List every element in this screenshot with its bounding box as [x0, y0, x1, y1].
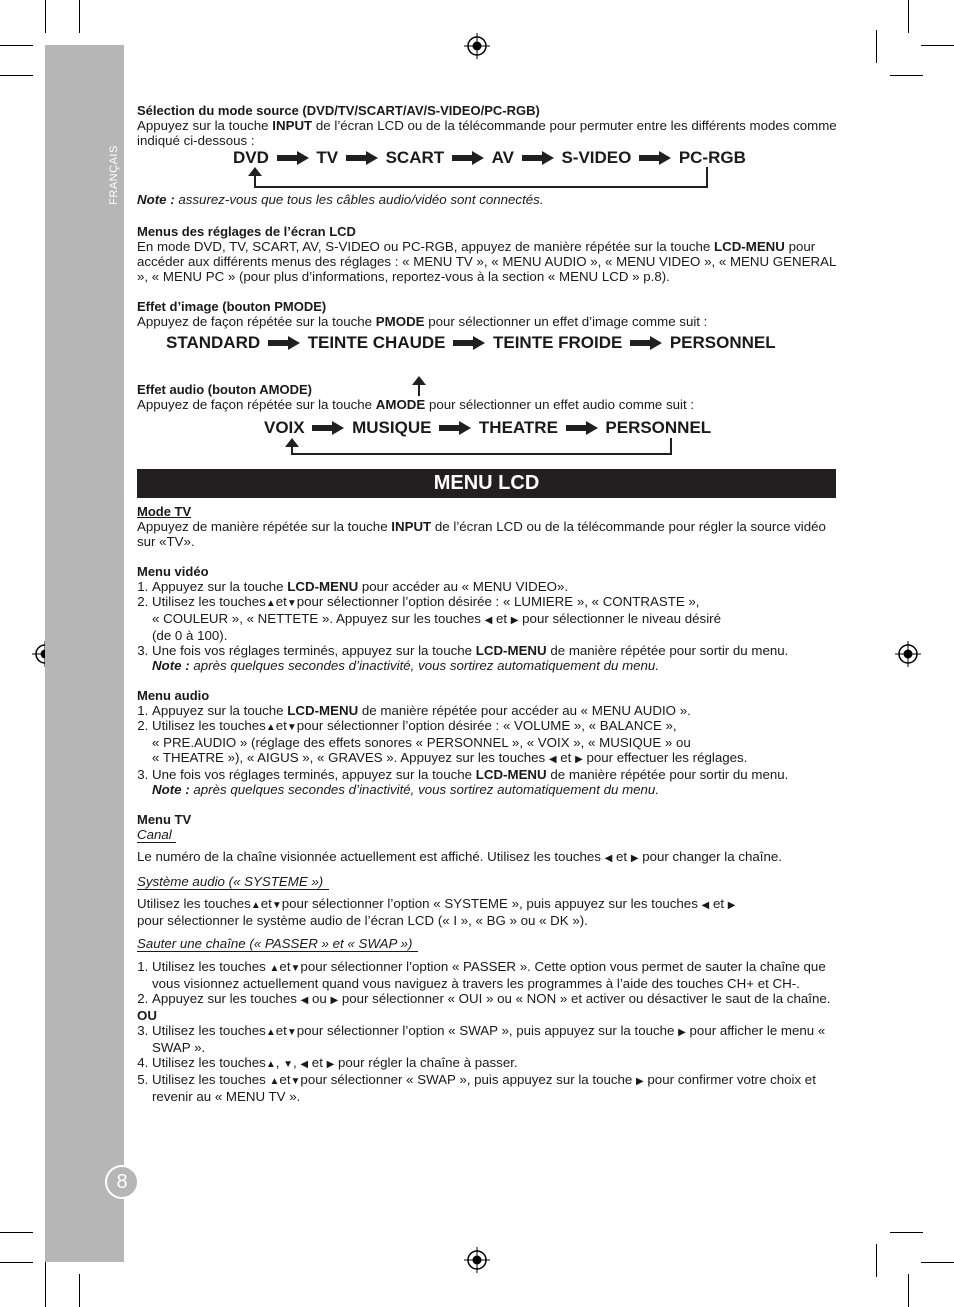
arrow-up-icon: ▲ — [269, 963, 280, 974]
list-item: 3. Une fois vos réglages terminés, appuyez sur la touche LCD-MENU de manière répétée pour sortir du menu. Note : après quelques secondes d’inactivité, vous sortirez automatiquement du menu. — [152, 643, 837, 673]
arrow-right-icon: ▶ — [630, 853, 639, 864]
amode-text: Appuyez de façon répétée sur la touche AMODE pour sélectionner un effet audio comme suit : — [137, 397, 695, 412]
arrow-left-icon: ◀ — [300, 1059, 309, 1070]
language-label: FRANÇAIS — [108, 145, 120, 205]
arrow-right-icon: ▶ — [636, 1076, 644, 1087]
arrow-right-icon — [452, 151, 484, 165]
registration-mark-icon — [464, 33, 490, 59]
pmode-text: Appuyez de façon répétée sur la touche PMODE pour sélectionner un effet d’image comme suit : — [137, 314, 708, 329]
sidebar-strip — [45, 45, 124, 1262]
list-item: 2. Appuyez sur les touches ◀ ou ▶ pour sélectionner « OUI » ou « NON » et activer ou désactiver le saut de la chaîne. — [152, 991, 837, 1008]
audio-list — [137, 703, 837, 797]
list-item: 5. Utilisez les touches ▲et▼pour sélectionner « SWAP », puis appuyez sur la touche ▶ pour confirmer votre choix et revenir au « MENU TV ». — [152, 1072, 837, 1104]
arrow-right-icon: ▶ — [727, 900, 736, 911]
flow-item: AV — [491, 148, 514, 168]
arrow-left-icon: ◀ — [548, 754, 557, 765]
or-label: OU — [137, 1008, 157, 1023]
pmode-title: Effet d’image (bouton PMODE) — [137, 299, 327, 314]
menus-text: En mode DVD, TV, SCART, AV, S-VIDEO ou PC-RGB, appuyez de manière répétée sur la touche LCD-MENU pour accéder aux différents menus des réglages : « MENU TV », « MENU AUDIO », « MENU VIDEO », « MENU GENERAL », « MENU PC » (pour plus d’informations, reportez-vous à la section « MENU LCD » p.8). — [137, 239, 836, 284]
flow-item: VOIX — [264, 418, 305, 438]
page-content — [137, 103, 837, 1104]
menus-title: Menus des réglages de l’écran LCD — [137, 224, 356, 239]
flow-item: TEINTE CHAUDE — [307, 333, 446, 353]
page-number: 8 — [105, 1165, 139, 1199]
arrow-down-icon: ▼ — [286, 722, 297, 733]
arrow-down-icon: ▼ — [286, 1027, 297, 1038]
source-title: Sélection du mode source (DVD/TV/SCART/AV/S-VIDEO/PC-RGB) — [137, 103, 540, 118]
arrow-up-icon: ▲ — [269, 1076, 280, 1087]
arrow-right-icon: ▶ — [510, 615, 519, 626]
arrow-up-icon: ▲ — [265, 1059, 276, 1070]
arrow-right-icon — [439, 421, 471, 435]
mode-tv-text: Appuyez de manière répétée sur la touche INPUT de l’écran LCD ou de la télécommande pour régler la source vidéo sur «TV». — [137, 519, 826, 549]
arrow-right-icon — [639, 151, 671, 165]
arrow-right-icon — [630, 336, 662, 350]
video-list — [137, 579, 837, 673]
flow-item: TEINTE FROIDE — [492, 333, 623, 353]
arrow-left-icon: ◀ — [701, 900, 710, 911]
loop-back-arrow — [245, 167, 710, 193]
flow-item: MUSIQUE — [352, 418, 432, 438]
registration-mark-icon — [895, 641, 921, 667]
source-flow — [137, 148, 837, 193]
arrow-right-icon — [453, 336, 485, 350]
flow-item: PERSONNEL — [669, 333, 776, 353]
arrow-down-icon: ▼ — [271, 900, 282, 911]
list-item: 3. Une fois vos réglages terminés, appuyez sur la touche LCD-MENU de manière répétée pour sortir du menu. Note : après quelques secondes d’inactivité, vous sortirez automatiquement du menu. — [152, 767, 837, 797]
system-text: Utilisez les touches▲et▼pour sélectionner l’option « SYSTEME », puis appuyez sur les touches ◀ et ▶ pour sélectionner le système audio de l’écran LCD (« I », « BG » ou « DK »). — [137, 896, 736, 928]
arrow-down-icon: ▼ — [290, 1076, 301, 1087]
flow-item: PC-RGB — [678, 148, 746, 168]
arrow-right-icon — [346, 151, 378, 165]
list-item: 2. Utilisez les touches▲et▼pour sélectionner l’option désirée : « LUMIERE », « CONTRASTE », « COULEUR », « NETTETE ». Appuyez sur les touches ◀ et ▶ pour sélectionner le niveau désiré (de 0 à 100). — [152, 594, 837, 643]
arrow-down-icon: ▼ — [283, 1059, 294, 1070]
mode-tv-title: Mode TV — [137, 504, 192, 519]
system-label: Système audio (« SYSTEME ») — [137, 874, 837, 890]
arrow-right-icon: ▶ — [330, 995, 339, 1006]
skip-label: Sauter une chaîne (« PASSER » et « SWAP ») — [137, 936, 837, 952]
arrow-up-icon: ▲ — [265, 722, 276, 733]
flow-item: TV — [316, 148, 339, 168]
pmode-flow — [137, 329, 837, 382]
source-note: Note : assurez-vous que tous les câbles audio/vidéo sont connectés. — [137, 192, 544, 207]
tvmenu-title: Menu TV — [137, 812, 192, 827]
arrow-up-icon: ▲ — [250, 900, 261, 911]
amode-flow — [137, 412, 837, 465]
skip-list-continued — [137, 1023, 837, 1104]
audio-title: Menu audio — [137, 688, 210, 703]
list-item: 1. Appuyez sur la touche LCD-MENU pour accéder au « MENU VIDEO». — [152, 579, 837, 594]
arrow-right-icon — [268, 336, 300, 350]
flow-item: SCART — [385, 148, 445, 168]
arrow-down-icon: ▼ — [290, 963, 301, 974]
arrow-right-icon: ▶ — [575, 754, 583, 765]
flow-item: THEATRE — [478, 418, 558, 438]
arrow-right-icon — [277, 151, 309, 165]
arrow-down-icon: ▼ — [286, 598, 297, 609]
registration-mark-icon — [464, 1247, 490, 1273]
flow-item: DVD — [233, 148, 269, 168]
flow-item: S-VIDEO — [561, 148, 632, 168]
arrow-left-icon: ◀ — [300, 995, 309, 1006]
list-item: 4. Utilisez les touches▲, ▼, ◀ et ▶ pour régler la chaîne à passer. — [152, 1055, 837, 1072]
arrow-left-icon: ◀ — [604, 853, 613, 864]
arrow-right-icon — [566, 421, 598, 435]
loop-back-arrow — [282, 438, 674, 460]
canal-label: Canal — [137, 827, 837, 843]
flow-item: PERSONNEL — [605, 418, 712, 438]
arrow-right-icon — [312, 421, 344, 435]
flow-item: STANDARD — [166, 333, 261, 353]
list-item: 1. Appuyez sur la touche LCD-MENU de manière répétée pour accéder au « MENU AUDIO ». — [152, 703, 837, 718]
arrow-right-icon: ▶ — [326, 1059, 335, 1070]
arrow-right-icon: ▶ — [678, 1027, 686, 1038]
arrow-right-icon — [522, 151, 554, 165]
video-title: Menu vidéo — [137, 564, 209, 579]
source-text: Appuyez sur la touche INPUT de l’écran LCD ou de la télécommande pour permuter entre les différents modes comme indiqué ci-dessous : — [137, 118, 837, 148]
list-item: 3. Utilisez les touches▲et▼pour sélectionner l’option « SWAP », puis appuyez sur la touche ▶ pour afficher le menu « SWAP ». — [152, 1023, 837, 1055]
list-item: 2. Utilisez les touches▲et▼pour sélectionner l’option désirée : « VOLUME », « BALANCE », « PRE.AUDIO » (réglage des effets sonores « PERSONNEL », « VOIX », « MUSIQUE » ou « THEATRE »), « AIGUS », « GRAVES ». Appuyez sur les touches ◀ et ▶ pour effectuer les réglages. — [152, 718, 837, 767]
skip-list — [137, 959, 837, 1008]
list-item: 1. Utilisez les touches ▲et▼pour sélectionner l’option « PASSER ». Cette option vous permet de sauter la chaîne que vous visionnez actuellement quand vous naviguez à travers les programmes à l’aide des touches CH+ et CH-. — [152, 959, 837, 991]
arrow-up-icon: ▲ — [265, 1027, 276, 1038]
arrow-up-icon: ▲ — [265, 598, 276, 609]
canal-text: Le numéro de la chaîne visionnée actuellement est affiché. Utilisez les touches ◀ et ▶ pour changer la chaîne. — [137, 849, 782, 864]
menu-lcd-banner: MENU LCD — [137, 469, 836, 498]
arrow-left-icon: ◀ — [484, 615, 493, 626]
amode-title: Effet audio (bouton AMODE) — [137, 382, 312, 397]
